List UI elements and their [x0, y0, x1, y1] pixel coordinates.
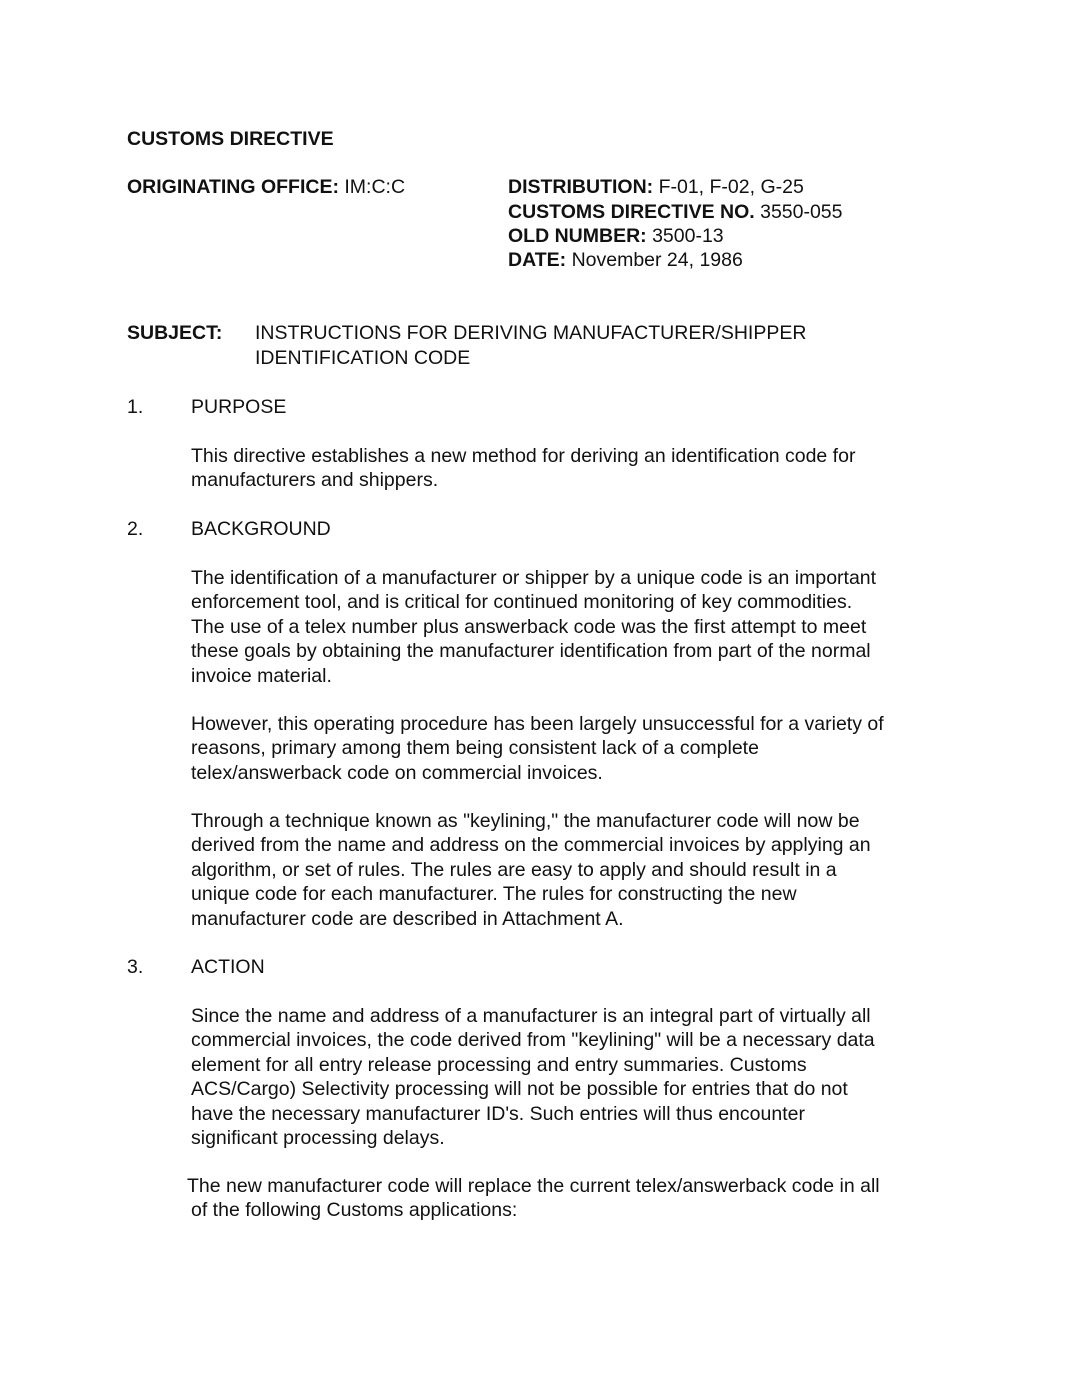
- text-line: The new manufacturer code will replace the current telex/answerback code in all: [187, 1175, 880, 1197]
- text-line: enforcement tool, and is critical for continued monitoring of key commodities.: [191, 591, 853, 614]
- date: [508, 248, 743, 272]
- distribution: [508, 175, 804, 199]
- text-line: manufacturers and shippers.: [191, 469, 439, 492]
- action-paragraph-1: [191, 1004, 971, 1150]
- background-paragraph-2: [191, 712, 971, 785]
- text-line: The use of a telex number plus answerback code was the first attempt to meet: [191, 615, 867, 638]
- action-paragraph-2: [187, 1174, 967, 1223]
- text-line: element for all entry release processing and entry summaries. Customs: [191, 1053, 807, 1076]
- directive-number: [508, 200, 843, 224]
- date-label: DATE:: [508, 249, 567, 271]
- text-line: manufacturer code are described in Attachment A.: [191, 907, 624, 930]
- text-line: This directive establishes a new method for deriving an identification code for: [191, 445, 856, 467]
- directive-number-label: CUSTOMS DIRECTIVE NO.: [508, 201, 755, 223]
- text-line: significant processing delays.: [191, 1127, 445, 1150]
- background-paragraph-1: [191, 566, 971, 688]
- text-line: Through a technique known as "keylining," the manufacturer code will now be: [191, 810, 860, 832]
- text-line: these goals by obtaining the manufacturer identification from part of the normal: [191, 640, 871, 663]
- text-line: algorithm, or set of rules. The rules are easy to apply and should result in a: [191, 858, 837, 881]
- section-2-number: 2.: [127, 518, 144, 540]
- originating-office: [127, 175, 405, 199]
- text-line: commercial invoices, the code derived from "keylining" will be a necessary data: [191, 1029, 875, 1052]
- section-2-heading: BACKGROUND: [191, 518, 331, 540]
- directive-number-value: 3550-055: [760, 201, 843, 223]
- old-number-value: 3500-13: [652, 225, 724, 247]
- subject-label: SUBJECT:: [127, 322, 223, 344]
- text-line: have the necessary manufacturer ID's. Such entries will thus encounter: [191, 1102, 805, 1125]
- text-line: Since the name and address of a manufacturer is an integral part of virtually all: [191, 1005, 871, 1027]
- text-line: of the following Customs applications:: [191, 1199, 518, 1222]
- text-line: invoice material.: [191, 664, 332, 687]
- text-line: telex/answerback code on commercial invoices.: [191, 761, 603, 784]
- section-3-heading: ACTION: [191, 956, 265, 978]
- old-number: [508, 224, 724, 248]
- section-3-number: 3.: [127, 956, 144, 978]
- section-1-heading: PURPOSE: [191, 396, 287, 418]
- background-paragraph-3: [191, 809, 971, 931]
- document-title: CUSTOMS DIRECTIVE: [127, 128, 334, 150]
- text-line: unique code for each manufacturer. The rules for constructing the new: [191, 883, 797, 906]
- originating-office-value: IM:C:C: [344, 176, 406, 198]
- originating-office-label: ORIGINATING OFFICE:: [127, 176, 339, 198]
- subject-line-1: INSTRUCTIONS FOR DERIVING MANUFACTURER/SHIPPER: [255, 322, 807, 344]
- text-line: reasons, primary among them being consistent lack of a complete: [191, 737, 759, 760]
- date-value: November 24, 1986: [571, 249, 743, 271]
- text-line: The identification of a manufacturer or shipper by a unique code is an important: [191, 567, 877, 589]
- subject-line-2: IDENTIFICATION CODE: [255, 347, 471, 369]
- text-line: derived from the name and address on the commercial invoices by applying an: [191, 834, 871, 857]
- text-line: ACS/Cargo) Selectivity processing will not be possible for entries that do not: [191, 1078, 848, 1101]
- text-line: However, this operating procedure has been largely unsuccessful for a variety of: [191, 713, 884, 735]
- purpose-paragraph: [191, 444, 971, 493]
- section-1-number: 1.: [127, 396, 144, 418]
- distribution-value: F-01, F-02, G-25: [658, 176, 804, 198]
- old-number-label: OLD NUMBER:: [508, 225, 647, 247]
- distribution-label: DISTRIBUTION:: [508, 176, 654, 198]
